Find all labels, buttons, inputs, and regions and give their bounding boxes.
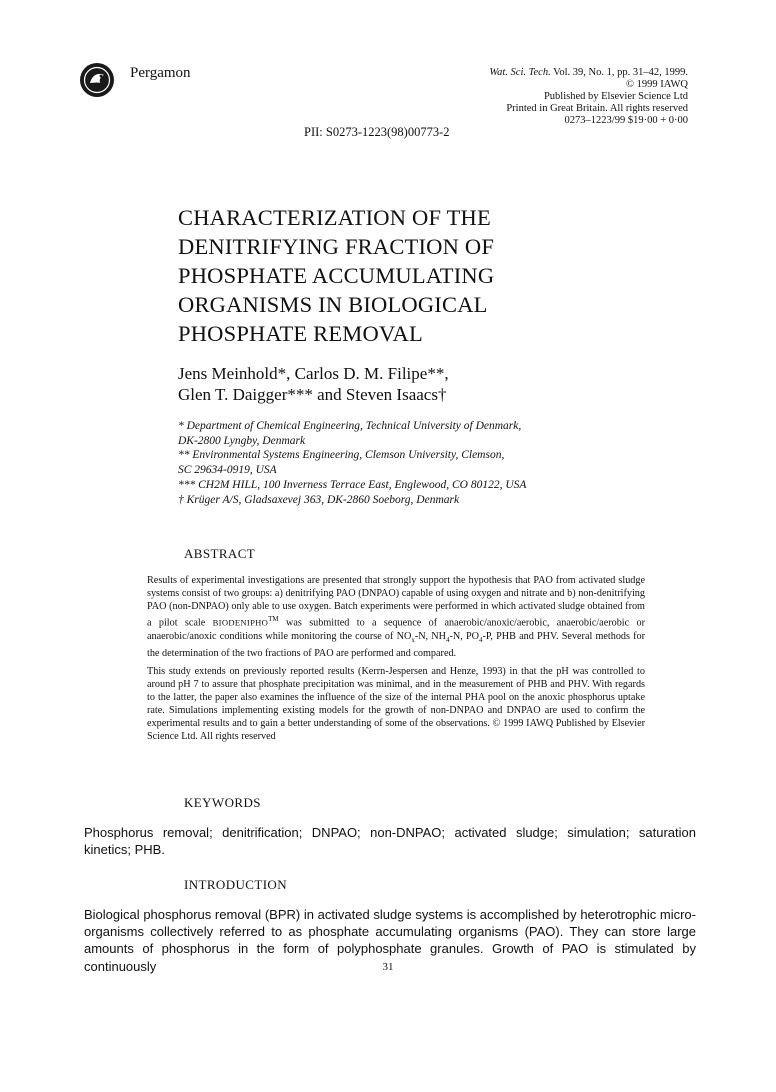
published-by-line: Published by Elsevier Science Ltd	[543, 91, 688, 102]
affiliations	[178, 419, 648, 507]
title-line: DENITRIFYING FRACTION OF	[178, 234, 495, 259]
pergamon-logo-icon	[80, 63, 114, 97]
affiliation-line: * Department of Chemical Engineering, Technical University of Denmark,	[178, 420, 522, 432]
author-line: Glen T. Daigger*** and Steven Isaacs†	[178, 385, 447, 404]
abstract-text: Results of experimental investigations are presented that strongly support the hypothesis that PAO from activated sludge systems consist of two groups: a) denitrifying PAO (DNPAO) capable of using oxygen and nitrate and b) non-denitrifying PAO (non-DNPAO) only able to use oxygen. Batch experiments were performed in which activated sludge obtained from a pilot scale	[147, 575, 645, 629]
affiliation-line: ** Environmental Systems Engineering, Clemson University, Clemson,	[178, 449, 505, 462]
issn-price-line: 0273–1223/99 $19·00 + 0·00	[564, 115, 688, 126]
abstract-text: -P, PHB and PHV. Several methods for the determination of the two fractions of PAO are performed and compared.	[147, 630, 646, 659]
copyright-line: © 1999 IAWQ	[626, 79, 688, 90]
author-list	[178, 363, 638, 405]
trademark-mark: TM	[268, 615, 279, 624]
affiliation-line: SC 29634-0919, USA	[178, 464, 277, 477]
journal-name: Wat. Sci. Tech.	[489, 67, 551, 78]
abstract-text: was submitted to a sequence of anaerobic/anoxic/aerobic, anaerobic/aerobic or anaerobic/anoxic conditions while monitoring the course of NO	[147, 617, 645, 642]
affiliation-line: *** CH2M HILL, 100 Inverness Terrace East, Englewood, CO 80122, USA	[178, 478, 527, 491]
title-line: CHARACTERIZATION OF THE	[178, 205, 491, 230]
abstract-text: -N, NH	[414, 630, 446, 642]
abstract-body	[147, 574, 645, 749]
title-line: PHOSPHATE REMOVAL	[178, 321, 423, 346]
journal-volume: Vol. 39, No. 1, pp. 31–42, 1999.	[553, 67, 688, 78]
subscript: x	[411, 635, 415, 644]
subscript: 4	[478, 635, 483, 644]
affiliation-line: † Krüger A/S, Gladsaxevej 363, DK-2860 Soeborg, Denmark	[178, 493, 460, 506]
author-line: Jens Meinhold*, Carlos D. M. Filipe**,	[178, 364, 449, 383]
introduction-heading: INTRODUCTION	[184, 877, 288, 892]
abstract-paragraph: This study extends on previously reported results (Kerrn-Jespersen and Henze, 1993) in that the pH was controlled to around pH 7 to assure that phosphate precipitation was minimal, and in the measurement of PHB and PHV. With regards to the latter, the paper also examines the influence of the size of the internal PHA pool on the anoxic phosphorus uptake rate. Simulations implementing existing models for the growth of non-DNPAO and DNPAO are used to confirm the experimental results and to gain a better understanding of some of the observations. © 1999 IAWQ Published by Elsevier Science Ltd. All rights reserved	[147, 665, 645, 743]
brand-name: BIODENIPHO	[212, 617, 269, 628]
journal-citation	[489, 67, 688, 127]
publisher-name: Pergamon	[130, 65, 191, 81]
abstract-text: -N, PO	[449, 630, 479, 642]
subscript: 4	[446, 635, 450, 644]
pii-identifier: PII: S0273-1223(98)00773-2	[304, 125, 450, 139]
affiliation-line: DK-2800 Lyngby, Denmark	[178, 434, 306, 447]
paper-title	[178, 203, 598, 348]
keywords-heading: KEYWORDS	[184, 795, 261, 810]
introduction-text: Biological phosphorus removal (BPR) in activated sludge systems is accomplished by heterotrophic micro-organisms collectively referred to as phosphate accumulating organisms (PAO). They can store large amounts of phosphorus in the form of polyphosphate granules. Growth of PAO is stimulated by continuously	[84, 907, 696, 974]
abstract-paragraph	[147, 574, 645, 660]
printed-in-line: Printed in Great Britain. All rights reserved	[506, 103, 688, 114]
abstract-heading: ABSTRACT	[184, 546, 256, 561]
title-line: PHOSPHATE ACCUMULATING	[178, 263, 495, 288]
keywords-text: Phosphorus removal; denitrification; DNPAO; non-DNPAO; activated sludge; simulation; saturation kinetics; PHB.	[84, 825, 696, 857]
page-number: 31	[382, 961, 394, 973]
title-line: ORGANISMS IN BIOLOGICAL	[178, 292, 488, 317]
